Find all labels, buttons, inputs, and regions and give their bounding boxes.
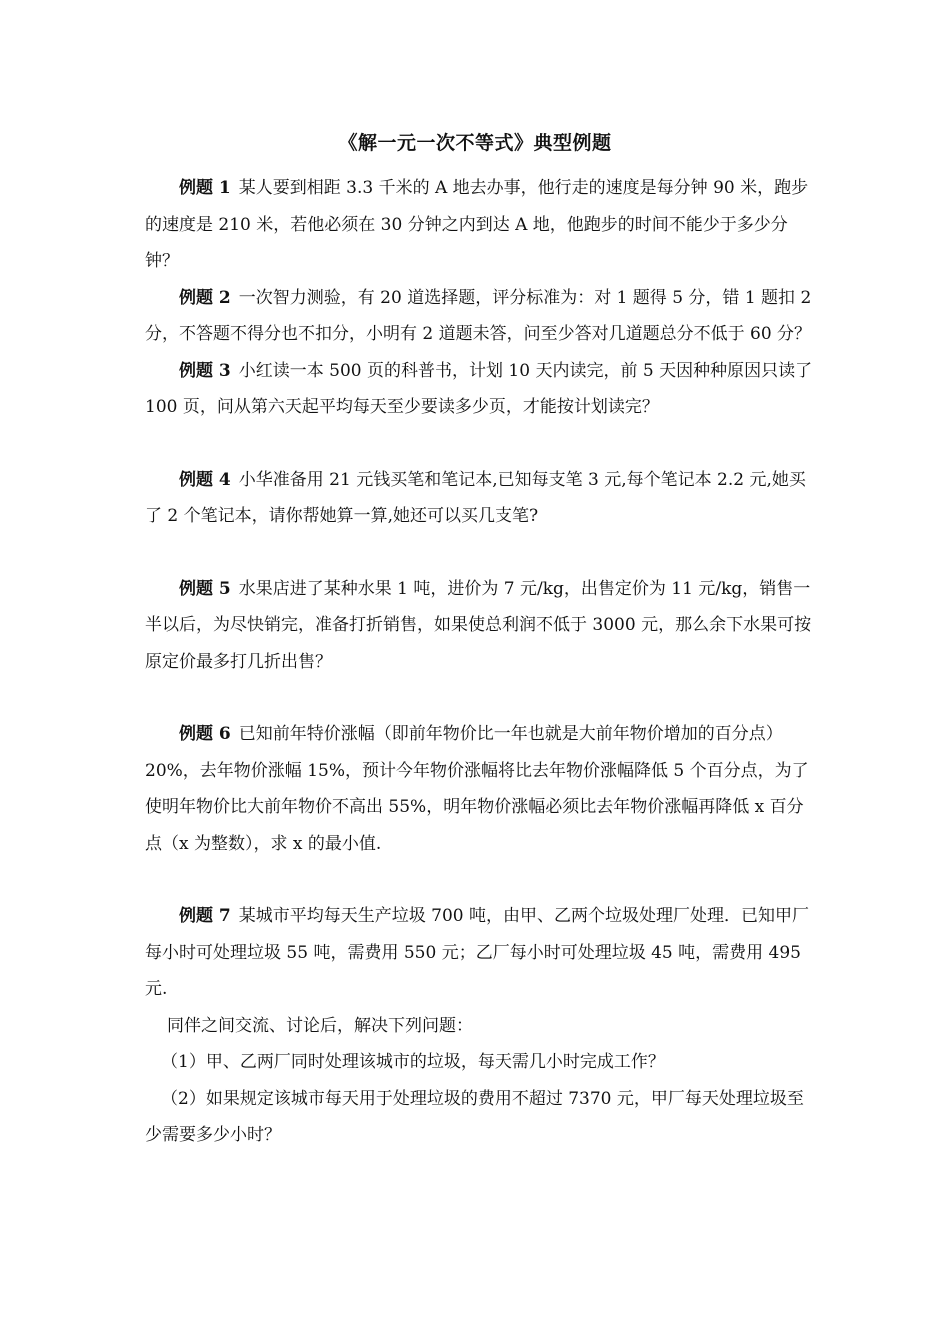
problem-label: 例题 5 xyxy=(179,578,231,599)
problem-7 xyxy=(145,898,813,1008)
spacer xyxy=(145,426,813,462)
problem-label: 例题 7 xyxy=(179,906,231,926)
document-title: 《解一元一次不等式》典型例题 xyxy=(338,132,612,154)
problem-4 xyxy=(145,462,813,535)
document-body xyxy=(145,170,813,1154)
problem-3 xyxy=(145,353,813,426)
spacer xyxy=(145,680,813,716)
spacer xyxy=(145,535,813,571)
problem-2 xyxy=(145,280,813,353)
problem-5 xyxy=(145,571,813,681)
problem-text: 某人要到相距 3.3 千米的 A 地去办事，他行走的速度是每分钟 90 米，跑步的速度是 210 米，若他必须在 30 分钟之内到达 A 地，他跑步的时间不能少于多少分钟？ xyxy=(145,178,809,271)
problem-6 xyxy=(145,716,813,862)
problem-label: 例题 4 xyxy=(179,469,231,490)
problem-text: 某城市平均每天生产垃圾 700 吨，由甲、乙两个垃圾处理厂处理．已知甲厂每小时可处理垃圾 55 吨，需费用 550 元；乙厂每小时可处理垃圾 45 吨，需费用 495 元. xyxy=(145,906,810,999)
problem-label: 例题 6 xyxy=(179,724,231,744)
problem-text: 小红读一本 500 页的科普书，计划 10 天内读完，前 5 天因种种原因只读了 100 页，问从第六天起平均每天至少要读多少页，才能按计划读完？ xyxy=(145,360,813,417)
problem-text: 水果店进了某种水果 1 吨，进价为 7 元/kg，出售定价为 11 元/kg，销售一半以后，为尽快销完，准备打折销售，如果使总利润不低于 3000 元，那么余下水果可按原定价最多打几折出售？ xyxy=(145,578,812,672)
followup-intro: 同伴之间交流、讨论后，解决下列问题： xyxy=(167,1015,473,1036)
problem-label: 例题 1 xyxy=(179,178,231,198)
problem-text: 小华准备用 21 元钱买笔和笔记本,已知每支笔 3 元,每个笔记本 2.2 元,她买了 2 个笔记本，请你帮她算一算,她还可以买几支笔? xyxy=(145,469,806,526)
problem-label: 例题 3 xyxy=(179,360,231,381)
followup-question-2: （2）如果规定该城市每天用于处理垃圾的费用不超过 7370 元，甲厂每天处理垃圾至少需要多少小时？ xyxy=(145,1088,804,1145)
spacer xyxy=(145,862,813,898)
followup-question-1: （1）甲、乙两厂同时处理该城市的垃圾，每天需几小时完成工作？ xyxy=(161,1052,665,1072)
problem-text: 已知前年特价涨幅（即前年物价比一年也就是大前年物价增加的百分点）20%，去年物价涨幅 15%，预计今年物价涨幅将比去年物价涨幅降低 5 个百分点，为了使明年物价比大前年物价不高出 55%，明年物价涨幅必须比去年物价涨幅再降低 x 百分点（x 为整数），求 x 的最小值. xyxy=(145,724,809,854)
problem-text: 一次智力测验，有 20 道选择题，评分标准为：对 1 题得 5 分，错 1 题扣 2 分，不答题不得分也不扣分，小明有 2 道题未答，问至少答对几道题总分不低于 60 分？ xyxy=(145,287,812,344)
problem-1 xyxy=(145,170,813,280)
problem-label: 例题 2 xyxy=(179,287,231,308)
